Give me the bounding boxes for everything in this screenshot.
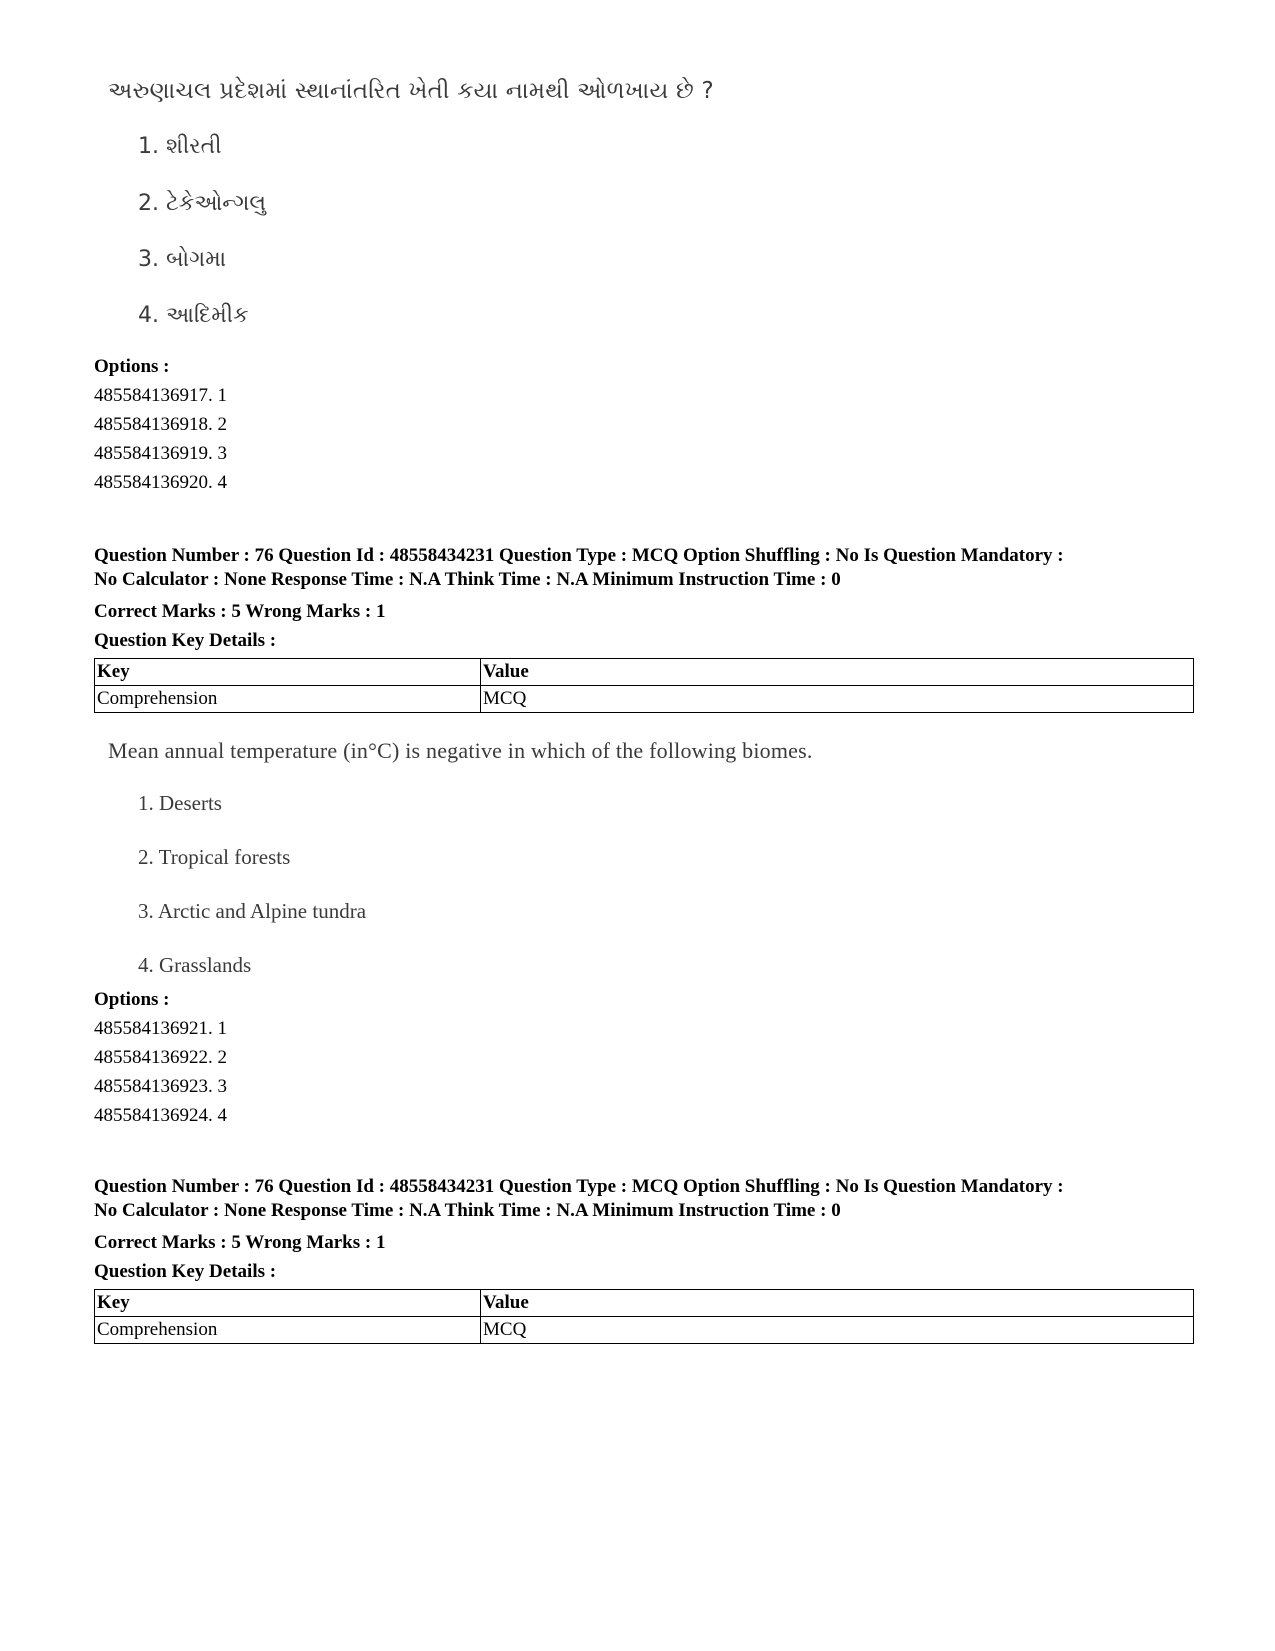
- marks-line-1: Correct Marks : 5 Wrong Marks : 1: [94, 601, 386, 622]
- question-b-choice-3: 3. Arctic and Alpine tundra: [138, 899, 367, 923]
- key-details-table-1: [94, 658, 1194, 713]
- table-cell-value: MCQ: [481, 1317, 1194, 1344]
- table-header-key: Key: [95, 659, 481, 686]
- table-cell-key: Comprehension: [95, 1317, 481, 1344]
- meta-line-2: No Calculator : None Response Time : N.A Think Time : N.A Minimum Instruction Time : 0: [94, 1200, 841, 1221]
- question-b-choice-1: 1. Deserts: [138, 791, 222, 815]
- question-a-choice-4: 4. આદિમીક: [138, 303, 249, 328]
- question-meta-2: [94, 1175, 1214, 1223]
- question-a-image: [108, 78, 714, 328]
- table-header-key: Key: [95, 1290, 481, 1317]
- table-row: [95, 686, 1194, 713]
- option-id: 485584136923. 3: [94, 1076, 227, 1097]
- key-details-label-2: Question Key Details :: [94, 1261, 277, 1282]
- question-b-choice-4: 4. Grasslands: [138, 953, 252, 977]
- table-cell-key: Comprehension: [95, 686, 481, 713]
- option-id: 485584136920. 4: [94, 472, 227, 493]
- question-a-choice-3: 3. બોગમા: [138, 247, 227, 272]
- key-details-table-2: [94, 1289, 1194, 1344]
- meta-line-1: Question Number : 76 Question Id : 48558434231 Question Type : MCQ Option Shuffling : No Is Question Mandatory :: [94, 545, 1064, 566]
- meta-line-2: No Calculator : None Response Time : N.A Think Time : N.A Minimum Instruction Time : 0: [94, 569, 841, 590]
- question-a-options: [94, 352, 227, 497]
- marks-line-2: Correct Marks : 5 Wrong Marks : 1: [94, 1232, 386, 1253]
- table-header-value: Value: [481, 1290, 1194, 1317]
- meta-line-1: Question Number : 76 Question Id : 48558434231 Question Type : MCQ Option Shuffling : No Is Question Mandatory :: [94, 1176, 1064, 1197]
- question-a-choice-1: 1. શીરતી: [138, 134, 222, 159]
- option-id: 485584136918. 2: [94, 414, 227, 435]
- table-row: [95, 1317, 1194, 1344]
- key-details-label-1: Question Key Details :: [94, 630, 277, 651]
- question-meta-1: [94, 544, 1214, 592]
- question-b-image: [108, 738, 813, 977]
- options-label: Options :: [94, 989, 170, 1010]
- option-id: 485584136922. 2: [94, 1047, 227, 1068]
- option-id: 485584136917. 1: [94, 385, 227, 406]
- question-b-choice-2: 2. Tropical forests: [138, 845, 291, 869]
- table-header-row: [95, 1290, 1194, 1317]
- table-header-value: Value: [481, 659, 1194, 686]
- question-b-stem: Mean annual temperature (in°C) is negative in which of the following biomes.: [108, 738, 813, 763]
- option-id: 485584136921. 1: [94, 1018, 227, 1039]
- table-cell-value: MCQ: [481, 686, 1194, 713]
- question-b-options: [94, 985, 227, 1130]
- option-id: 485584136919. 3: [94, 443, 227, 464]
- option-id: 485584136924. 4: [94, 1105, 227, 1126]
- question-a-choice-2: 2. ટેકેઓન્ગલુ: [138, 191, 267, 216]
- question-a-stem: અરુણાચલ પ્રદેશમાં સ્થાનાંતરિત ખેતી કયા નામથી ઓળખાય છે ?: [108, 78, 714, 104]
- table-header-row: [95, 659, 1194, 686]
- options-label: Options :: [94, 356, 170, 377]
